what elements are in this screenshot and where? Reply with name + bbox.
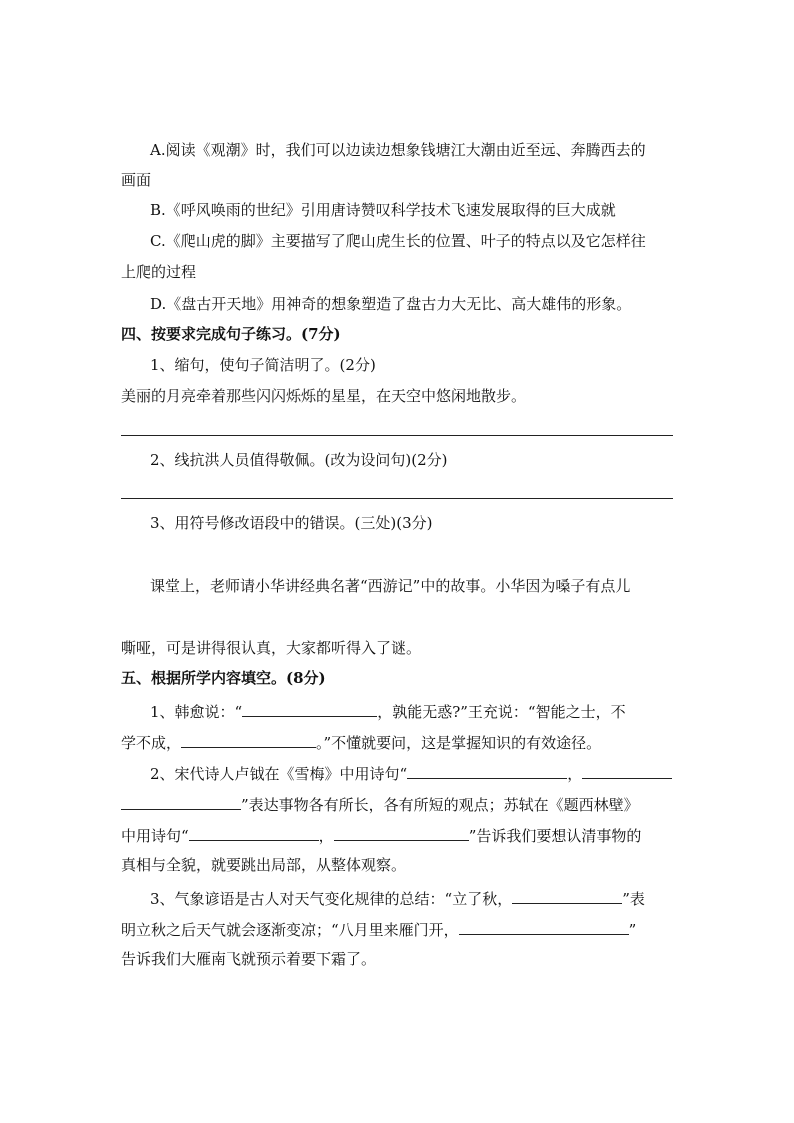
section4-q1-sentence: 美丽的月亮牵着那些闪闪烁烁的星星，在天空中悠闲地散步。: [121, 387, 527, 405]
option-a-line2: 画面: [121, 171, 152, 189]
q2-text-e: ，: [318, 827, 334, 845]
q2-text-b: ，: [567, 765, 583, 783]
q3-text-c: 明立秋之后天气就会逐渐变凉；“八月里来雁门开，: [121, 921, 459, 939]
fill-blank-q3-1[interactable]: [512, 887, 622, 904]
fill-blank-q2-2a[interactable]: [582, 762, 672, 779]
option-a-line1: A.阅读《观潮》时，我们可以边读边想象钱塘江大潮由近至远、奔腾西去的: [150, 141, 646, 159]
section4-heading: 四、按要求完成句子练习。(7分): [121, 325, 341, 343]
option-b: B.《呼风唤雨的世纪》引用唐诗赞叹科学技术飞速发展取得的巨大成就: [150, 201, 616, 219]
section5-q3-line1: [150, 887, 710, 909]
section5-q1-line2: [121, 731, 681, 753]
q2-text-f: ”告诉我们要想认清事物的: [468, 827, 642, 845]
section4-q3-paragraph-line2: 嘶哑，可是讲得很认真，大家都听得入了谜。: [121, 639, 422, 657]
section4-q3-paragraph-line1: 课堂上，老师请小华讲经典名著“西游记”中的故事。小华因为嗓子有点儿: [150, 577, 631, 595]
section4-q2-label: 2、线抗洪人员值得敬佩。(改为设问句)(2分): [150, 451, 448, 469]
section5-q3-line2: [121, 918, 681, 940]
section5-heading: 五、根据所学内容填空。(8分): [121, 669, 326, 687]
fill-blank-q2-1[interactable]: [407, 762, 567, 779]
option-d: D.《盘古开天地》用神奇的想象塑造了盘古力大无比、高大雄伟的形象。: [150, 295, 632, 313]
section5-q2-line4: 真相与全貌，就要跳出局部，从整体观察。: [121, 856, 407, 874]
option-c-line2: 上爬的过程: [121, 263, 197, 281]
section4-q1-label: 1、缩句，使句子简洁明了。(2分): [150, 356, 376, 374]
q1-text-c: 学不成，: [121, 734, 182, 752]
fill-blank-q2-3[interactable]: [189, 824, 319, 841]
q3-text-a: 3、气象谚语是古人对天气变化规律的总结：“立了秋，: [150, 890, 513, 908]
option-c-line1: C.《爬山虎的脚》主要描写了爬山虎生长的位置、叶子的特点以及它怎样往: [150, 232, 646, 250]
answer-line-q2[interactable]: [121, 498, 673, 499]
q3-text-d: ”: [628, 921, 637, 939]
section5-q1-line1: [150, 700, 710, 722]
q3-text-b: ”表: [622, 890, 645, 908]
section5-q2-line1: [150, 762, 710, 784]
fill-blank-q1-1[interactable]: [242, 700, 377, 717]
section5-q2-line3: [121, 824, 681, 846]
q1-text-b: ，孰能无惑?”王充说：“智能之士，不: [377, 703, 626, 721]
section5-q3-line3: 告诉我们大雁南飞就预示着要下霜了。: [121, 950, 377, 968]
section5-q2-line2: [121, 793, 681, 815]
q2-text-d: 中用诗句“: [121, 827, 189, 845]
q1-text-a: 1、韩愈说：“: [150, 703, 243, 721]
q2-text-a: 2、宋代诗人卢钺在《雪梅》中用诗句“: [150, 765, 408, 783]
fill-blank-q1-2[interactable]: [181, 731, 316, 748]
fill-blank-q3-2[interactable]: [459, 918, 629, 935]
section4-q3-label: 3、用符号修改语段中的错误。(三处)(3分): [150, 514, 433, 532]
fill-blank-q2-4[interactable]: [334, 824, 469, 841]
answer-line-q1[interactable]: [121, 435, 673, 436]
q2-text-c: ”表达事物各有所长，各有所短的观点；苏轼在《题西林壁》: [241, 796, 639, 814]
q1-text-d: 。”不懂就要问，这是掌握知识的有效途径。: [316, 734, 602, 752]
fill-blank-q2-2b[interactable]: [121, 793, 241, 810]
